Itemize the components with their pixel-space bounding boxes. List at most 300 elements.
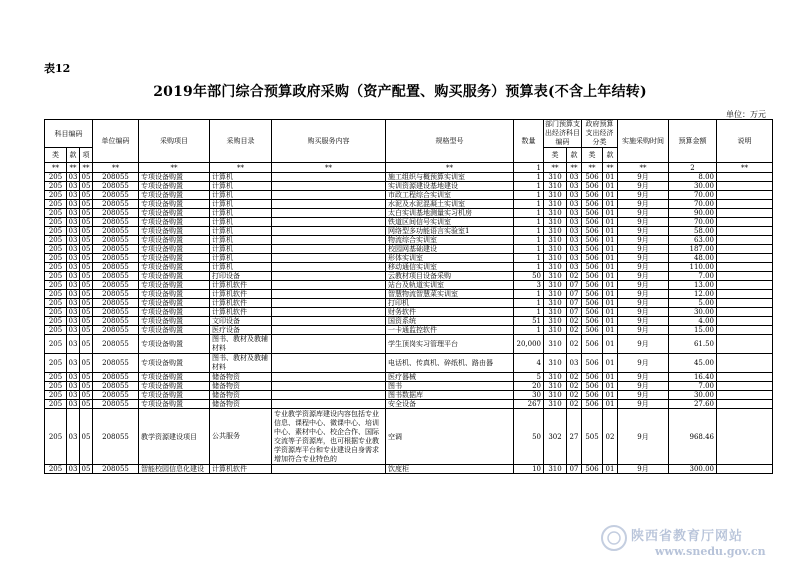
table-row bbox=[45, 173, 773, 182]
cell-service bbox=[272, 373, 386, 382]
cell-e1: 310 bbox=[544, 191, 567, 200]
cell-xiang: 05 bbox=[80, 173, 93, 182]
cell-e2: 03 bbox=[567, 245, 582, 254]
col-gov-kuan: 款 bbox=[603, 148, 618, 163]
cell-amount: 63.00 bbox=[669, 236, 717, 245]
cell-e1: 310 bbox=[544, 227, 567, 236]
cell-catalog: 计算机 bbox=[210, 245, 272, 254]
cell-e2: 02 bbox=[567, 317, 582, 326]
cell-qty: 1 bbox=[514, 182, 544, 191]
cell-catalog: 医疗设备 bbox=[210, 326, 272, 335]
cell-spec: 医疗器械 bbox=[386, 373, 514, 382]
cell-spec: 校园网基础建设 bbox=[386, 245, 514, 254]
cell-e2: 02 bbox=[567, 400, 582, 409]
cell-xiang: 05 bbox=[80, 272, 93, 281]
cell-qty: 1 bbox=[514, 308, 544, 317]
cell-amount: 110.00 bbox=[669, 263, 717, 272]
cell-code: 208055 bbox=[93, 173, 139, 182]
cell-project: 专项设备购置 bbox=[139, 209, 210, 218]
table-row bbox=[45, 391, 773, 400]
cell-note bbox=[717, 254, 773, 263]
cell-qty: 1 bbox=[514, 290, 544, 299]
cell-spec: 打印机 bbox=[386, 299, 514, 308]
budget-table bbox=[44, 119, 773, 474]
cell-spec: 网络型多功能语言实验室1 bbox=[386, 227, 514, 236]
cell-e2: 02 bbox=[567, 272, 582, 281]
cell-amount: 16.40 bbox=[669, 373, 717, 382]
cell-g1: 506 bbox=[582, 391, 603, 400]
cell-service bbox=[272, 182, 386, 191]
cell-code: 208055 bbox=[93, 465, 139, 474]
table-row bbox=[45, 317, 773, 326]
cell-e2: 03 bbox=[567, 182, 582, 191]
cell-g1: 506 bbox=[582, 465, 603, 474]
cell-xiang: 05 bbox=[80, 317, 93, 326]
cell-lei: 205 bbox=[45, 465, 67, 474]
cell-kuan: 03 bbox=[67, 191, 80, 200]
cell-code: 208055 bbox=[93, 400, 139, 409]
cell-e1: 310 bbox=[544, 182, 567, 191]
cell-time: 9月 bbox=[618, 245, 669, 254]
unit-label: 单位：万元 bbox=[726, 110, 766, 119]
cell-service bbox=[272, 227, 386, 236]
cell-kuan: 03 bbox=[67, 236, 80, 245]
cell-project: 专项设备购置 bbox=[139, 299, 210, 308]
cell-time: 9月 bbox=[618, 263, 669, 272]
cell-lei: 205 bbox=[45, 263, 67, 272]
cell-time: 9月 bbox=[618, 335, 669, 354]
cell-catalog: 文印设备 bbox=[210, 317, 272, 326]
cell-catalog: 计算机 bbox=[210, 236, 272, 245]
cell-qty: 30 bbox=[514, 391, 544, 400]
cell-g1: 506 bbox=[582, 400, 603, 409]
cell-note bbox=[717, 335, 773, 354]
cell-time: 9月 bbox=[618, 218, 669, 227]
cell-project: 专项设备购置 bbox=[139, 245, 210, 254]
cell-kuan: 03 bbox=[67, 373, 80, 382]
cell-g1: 506 bbox=[582, 335, 603, 354]
cell-code: 208055 bbox=[93, 354, 139, 373]
cell-g1: 506 bbox=[582, 281, 603, 290]
col-lei: 类 bbox=[45, 148, 67, 163]
cell-code: 208055 bbox=[93, 263, 139, 272]
cell-catalog: 计算机 bbox=[210, 191, 272, 200]
cell-qty: 1 bbox=[514, 209, 544, 218]
cell-xiang: 05 bbox=[80, 200, 93, 209]
cell-project: 专项设备购置 bbox=[139, 263, 210, 272]
cell-g1: 506 bbox=[582, 272, 603, 281]
cell-g1: 506 bbox=[582, 290, 603, 299]
cell-code: 208055 bbox=[93, 272, 139, 281]
cell-project: 智能校园信息化建设 bbox=[139, 465, 210, 474]
cell-service bbox=[272, 191, 386, 200]
cell-time: 9月 bbox=[618, 182, 669, 191]
cell-time: 9月 bbox=[618, 227, 669, 236]
col-project: 采购项目 bbox=[139, 120, 210, 163]
cell-project: 专项设备购置 bbox=[139, 326, 210, 335]
cell-xiang: 05 bbox=[80, 354, 93, 373]
star-cell: ** bbox=[139, 163, 210, 173]
cell-spec: 图书数据库 bbox=[386, 391, 514, 400]
col-qty: 数量 bbox=[514, 120, 544, 163]
cell-code: 208055 bbox=[93, 382, 139, 391]
table-row bbox=[45, 254, 773, 263]
cell-service bbox=[272, 254, 386, 263]
star-cell: ** bbox=[80, 163, 93, 173]
cell-catalog: 储备物资 bbox=[210, 391, 272, 400]
col-econ: 部门预算支出经济科目编码 bbox=[545, 120, 581, 146]
cell-amount: 8.00 bbox=[669, 173, 717, 182]
cell-e1: 302 bbox=[544, 409, 567, 465]
cell-g1: 506 bbox=[582, 326, 603, 335]
cell-e1: 310 bbox=[544, 326, 567, 335]
cell-project: 专项设备购置 bbox=[139, 254, 210, 263]
cell-xiang: 05 bbox=[80, 263, 93, 272]
cell-e2: 03 bbox=[567, 191, 582, 200]
cell-g1: 506 bbox=[582, 308, 603, 317]
cell-g2: 01 bbox=[603, 465, 618, 474]
cell-service bbox=[272, 290, 386, 299]
cell-service: 专业教学资源库建设内容包括专业信息、课程中心、微课中心、培训中心、素材中心、校企合作、国际交流等子资源库，也可根据专业教学资源库平台和专业建设自身需求增加符合专业特色的 bbox=[272, 409, 386, 465]
cell-project: 教学资源建设项目 bbox=[139, 409, 210, 465]
cell-amount: 48.00 bbox=[669, 254, 717, 263]
cell-g2: 01 bbox=[603, 326, 618, 335]
cell-amount: 187.00 bbox=[669, 245, 717, 254]
cell-lei: 205 bbox=[45, 191, 67, 200]
cell-service bbox=[272, 209, 386, 218]
cell-kuan: 03 bbox=[67, 173, 80, 182]
star-cell: ** bbox=[603, 163, 618, 173]
cell-lei: 205 bbox=[45, 326, 67, 335]
cell-lei: 205 bbox=[45, 354, 67, 373]
cell-kuan: 03 bbox=[67, 290, 80, 299]
table-row bbox=[45, 236, 773, 245]
cell-project: 专项设备购置 bbox=[139, 335, 210, 354]
cell-lei: 205 bbox=[45, 218, 67, 227]
cell-xiang: 05 bbox=[80, 236, 93, 245]
cell-g2: 01 bbox=[603, 335, 618, 354]
cell-project: 专项设备购置 bbox=[139, 272, 210, 281]
cell-qty: 1 bbox=[514, 173, 544, 182]
cell-catalog: 计算机软件 bbox=[210, 299, 272, 308]
cell-g2: 01 bbox=[603, 191, 618, 200]
cell-service bbox=[272, 200, 386, 209]
cell-catalog: 计算机软件 bbox=[210, 290, 272, 299]
table-row bbox=[45, 308, 773, 317]
cell-amount: 30.00 bbox=[669, 308, 717, 317]
cell-g1: 506 bbox=[582, 317, 603, 326]
star-cell: ** bbox=[93, 163, 139, 173]
cell-note bbox=[717, 245, 773, 254]
cell-service bbox=[272, 326, 386, 335]
col-gov-lei: 类 bbox=[582, 148, 603, 163]
cell-spec: 施工组织与概预算实训室 bbox=[386, 173, 514, 182]
cell-spec: 物流综合实训室 bbox=[386, 236, 514, 245]
cell-lei: 205 bbox=[45, 391, 67, 400]
cell-qty: 4 bbox=[514, 354, 544, 373]
cell-catalog: 图书、教材及教辅材料 bbox=[210, 335, 272, 354]
cell-lei: 205 bbox=[45, 409, 67, 465]
cell-e2: 03 bbox=[567, 200, 582, 209]
cell-g2: 01 bbox=[603, 299, 618, 308]
cell-code: 208055 bbox=[93, 182, 139, 191]
cell-xiang: 05 bbox=[80, 391, 93, 400]
cell-project: 专项设备购置 bbox=[139, 227, 210, 236]
cell-spec: 饮度柜 bbox=[386, 465, 514, 474]
cell-amount: 70.00 bbox=[669, 191, 717, 200]
cell-qty: 1 bbox=[514, 263, 544, 272]
cell-catalog: 打印设备 bbox=[210, 272, 272, 281]
table-number: 表12 bbox=[44, 62, 71, 75]
table-row bbox=[45, 354, 773, 373]
cell-service bbox=[272, 335, 386, 354]
table-row bbox=[45, 382, 773, 391]
cell-amount: 30.00 bbox=[669, 391, 717, 400]
page-title: 2019年部门综合预算政府采购（资产配置、购买服务）预算表(不含上年结转) bbox=[153, 84, 647, 100]
cell-g2: 01 bbox=[603, 354, 618, 373]
cell-g2: 01 bbox=[603, 382, 618, 391]
cell-xiang: 05 bbox=[80, 191, 93, 200]
cell-amount: 7.00 bbox=[669, 382, 717, 391]
cell-e1: 310 bbox=[544, 382, 567, 391]
cell-kuan: 03 bbox=[67, 391, 80, 400]
star-cell: 2 bbox=[669, 163, 717, 173]
cell-note bbox=[717, 382, 773, 391]
cell-g2: 01 bbox=[603, 391, 618, 400]
cell-project: 专项设备购置 bbox=[139, 391, 210, 400]
cell-xiang: 05 bbox=[80, 182, 93, 191]
cell-e2: 03 bbox=[567, 254, 582, 263]
cell-e1: 310 bbox=[544, 263, 567, 272]
cell-project: 专项设备购置 bbox=[139, 200, 210, 209]
col-amount: 预算金额 bbox=[669, 120, 717, 163]
cell-lei: 205 bbox=[45, 272, 67, 281]
cell-g1: 506 bbox=[582, 227, 603, 236]
table-row bbox=[45, 209, 773, 218]
cell-xiang: 05 bbox=[80, 326, 93, 335]
cell-e1: 310 bbox=[544, 254, 567, 263]
cell-project: 专项设备购置 bbox=[139, 281, 210, 290]
cell-amount: 5.00 bbox=[669, 299, 717, 308]
star-row bbox=[45, 163, 773, 173]
cell-amount: 7.00 bbox=[669, 272, 717, 281]
cell-lei: 205 bbox=[45, 245, 67, 254]
cell-project: 专项设备购置 bbox=[139, 290, 210, 299]
cell-e1: 310 bbox=[544, 354, 567, 373]
cell-g2: 01 bbox=[603, 236, 618, 245]
col-xiang: 项 bbox=[80, 148, 93, 163]
cell-code: 208055 bbox=[93, 236, 139, 245]
col-note: 说明 bbox=[717, 120, 773, 163]
cell-g2: 01 bbox=[603, 308, 618, 317]
cell-qty: 1 bbox=[514, 254, 544, 263]
cell-note bbox=[717, 200, 773, 209]
col-kemu: 科目编码 bbox=[45, 120, 93, 148]
cell-e1: 310 bbox=[544, 200, 567, 209]
cell-lei: 205 bbox=[45, 209, 67, 218]
cell-e2: 07 bbox=[567, 299, 582, 308]
cell-note bbox=[717, 400, 773, 409]
cell-project: 专项设备购置 bbox=[139, 308, 210, 317]
cell-lei: 205 bbox=[45, 299, 67, 308]
cell-e2: 02 bbox=[567, 382, 582, 391]
cell-project: 专项设备购置 bbox=[139, 173, 210, 182]
table-row bbox=[45, 182, 773, 191]
table-row bbox=[45, 326, 773, 335]
cell-e1: 310 bbox=[544, 465, 567, 474]
cell-qty: 1 bbox=[514, 227, 544, 236]
cell-e1: 310 bbox=[544, 391, 567, 400]
cell-g2: 01 bbox=[603, 209, 618, 218]
table-row bbox=[45, 263, 773, 272]
cell-code: 208055 bbox=[93, 200, 139, 209]
cell-amount: 15.00 bbox=[669, 326, 717, 335]
cell-kuan: 03 bbox=[67, 263, 80, 272]
cell-lei: 205 bbox=[45, 308, 67, 317]
cell-g2: 01 bbox=[603, 373, 618, 382]
cell-e1: 310 bbox=[544, 173, 567, 182]
cell-e2: 02 bbox=[567, 391, 582, 400]
cell-g1: 506 bbox=[582, 173, 603, 182]
cell-g1: 506 bbox=[582, 182, 603, 191]
cell-spec: 学生顶岗实习管理平台 bbox=[386, 335, 514, 354]
cell-qty: 267 bbox=[514, 400, 544, 409]
cell-qty: 1 bbox=[514, 191, 544, 200]
cell-spec: 铁道区间信号实训室 bbox=[386, 218, 514, 227]
cell-xiang: 05 bbox=[80, 218, 93, 227]
cell-spec: 安全设备 bbox=[386, 400, 514, 409]
col-time: 实施采购时间 bbox=[618, 120, 669, 163]
cell-lei: 205 bbox=[45, 382, 67, 391]
cell-lei: 205 bbox=[45, 173, 67, 182]
cell-e1: 310 bbox=[544, 400, 567, 409]
cell-g2: 01 bbox=[603, 218, 618, 227]
cell-service bbox=[272, 382, 386, 391]
cell-kuan: 03 bbox=[67, 209, 80, 218]
cell-lei: 205 bbox=[45, 290, 67, 299]
cell-kuan: 03 bbox=[67, 317, 80, 326]
cell-xiang: 05 bbox=[80, 308, 93, 317]
cell-kuan: 03 bbox=[67, 308, 80, 317]
cell-amount: 12.00 bbox=[669, 290, 717, 299]
cell-g2: 01 bbox=[603, 254, 618, 263]
cell-code: 208055 bbox=[93, 409, 139, 465]
cell-time: 9月 bbox=[618, 391, 669, 400]
cell-kuan: 03 bbox=[67, 281, 80, 290]
cell-kuan: 03 bbox=[67, 272, 80, 281]
cell-spec: 太白实训基地测量实习机房 bbox=[386, 209, 514, 218]
cell-qty: 50 bbox=[514, 409, 544, 465]
cell-note bbox=[717, 373, 773, 382]
col-econ-kuan: 款 bbox=[567, 148, 582, 163]
cell-kuan: 03 bbox=[67, 218, 80, 227]
cell-qty: 20 bbox=[514, 382, 544, 391]
cell-g2: 01 bbox=[603, 245, 618, 254]
cell-catalog: 储备物资 bbox=[210, 400, 272, 409]
cell-e2: 07 bbox=[567, 465, 582, 474]
star-cell: ** bbox=[567, 163, 582, 173]
cell-kuan: 03 bbox=[67, 299, 80, 308]
cell-code: 208055 bbox=[93, 191, 139, 200]
cell-qty: 20,000 bbox=[514, 335, 544, 354]
cell-qty: 3 bbox=[514, 281, 544, 290]
cell-lei: 205 bbox=[45, 317, 67, 326]
cell-e1: 310 bbox=[544, 272, 567, 281]
cell-kuan: 03 bbox=[67, 354, 80, 373]
cell-time: 9月 bbox=[618, 200, 669, 209]
cell-g1: 506 bbox=[582, 382, 603, 391]
cell-xiang: 05 bbox=[80, 209, 93, 218]
cell-spec: 国资系统 bbox=[386, 317, 514, 326]
cell-e2: 03 bbox=[567, 218, 582, 227]
cell-service bbox=[272, 391, 386, 400]
cell-kuan: 03 bbox=[67, 335, 80, 354]
cell-e1: 310 bbox=[544, 308, 567, 317]
cell-g1: 505 bbox=[582, 409, 603, 465]
cell-e2: 03 bbox=[567, 209, 582, 218]
cell-g2: 01 bbox=[603, 281, 618, 290]
cell-g1: 506 bbox=[582, 200, 603, 209]
cell-lei: 205 bbox=[45, 400, 67, 409]
cell-catalog: 计算机软件 bbox=[210, 281, 272, 290]
table-row bbox=[45, 299, 773, 308]
cell-lei: 205 bbox=[45, 254, 67, 263]
cell-e1: 310 bbox=[544, 373, 567, 382]
cell-time: 9月 bbox=[618, 373, 669, 382]
star-cell: ** bbox=[544, 163, 567, 173]
watermark-site-name: 陕西省教育厅网站 bbox=[631, 529, 744, 544]
cell-g1: 506 bbox=[582, 209, 603, 218]
cell-e1: 310 bbox=[544, 335, 567, 354]
cell-kuan: 03 bbox=[67, 227, 80, 236]
cell-kuan: 03 bbox=[67, 245, 80, 254]
cell-lei: 205 bbox=[45, 236, 67, 245]
cell-project: 专项设备购置 bbox=[139, 400, 210, 409]
cell-xiang: 05 bbox=[80, 373, 93, 382]
cell-note bbox=[717, 465, 773, 474]
table-row bbox=[45, 191, 773, 200]
cell-lei: 205 bbox=[45, 200, 67, 209]
cell-time: 9月 bbox=[618, 299, 669, 308]
cell-service bbox=[272, 218, 386, 227]
cell-project: 专项设备购置 bbox=[139, 191, 210, 200]
cell-time: 9月 bbox=[618, 400, 669, 409]
cell-e2: 07 bbox=[567, 308, 582, 317]
cell-note bbox=[717, 354, 773, 373]
cell-kuan: 03 bbox=[67, 465, 80, 474]
cell-qty: 51 bbox=[514, 317, 544, 326]
cell-e1: 310 bbox=[544, 245, 567, 254]
cell-kuan: 03 bbox=[67, 382, 80, 391]
cell-e2: 07 bbox=[567, 290, 582, 299]
cell-spec: 形体实训室 bbox=[386, 254, 514, 263]
cell-kuan: 03 bbox=[67, 200, 80, 209]
cell-qty: 1 bbox=[514, 218, 544, 227]
cell-qty: 1 bbox=[514, 200, 544, 209]
cell-e2: 03 bbox=[567, 236, 582, 245]
cell-qty: 10 bbox=[514, 465, 544, 474]
cell-code: 208055 bbox=[93, 227, 139, 236]
cell-service bbox=[272, 299, 386, 308]
star-cell: ** bbox=[272, 163, 386, 173]
col-catalog: 采购目录 bbox=[210, 120, 272, 163]
cell-g2: 01 bbox=[603, 400, 618, 409]
cell-kuan: 03 bbox=[67, 409, 80, 465]
cell-project: 专项设备购置 bbox=[139, 382, 210, 391]
cell-spec: 一卡通监控软件 bbox=[386, 326, 514, 335]
cell-project: 专项设备购置 bbox=[139, 218, 210, 227]
watermark-url: www.snedu.gov.cn bbox=[655, 545, 766, 558]
